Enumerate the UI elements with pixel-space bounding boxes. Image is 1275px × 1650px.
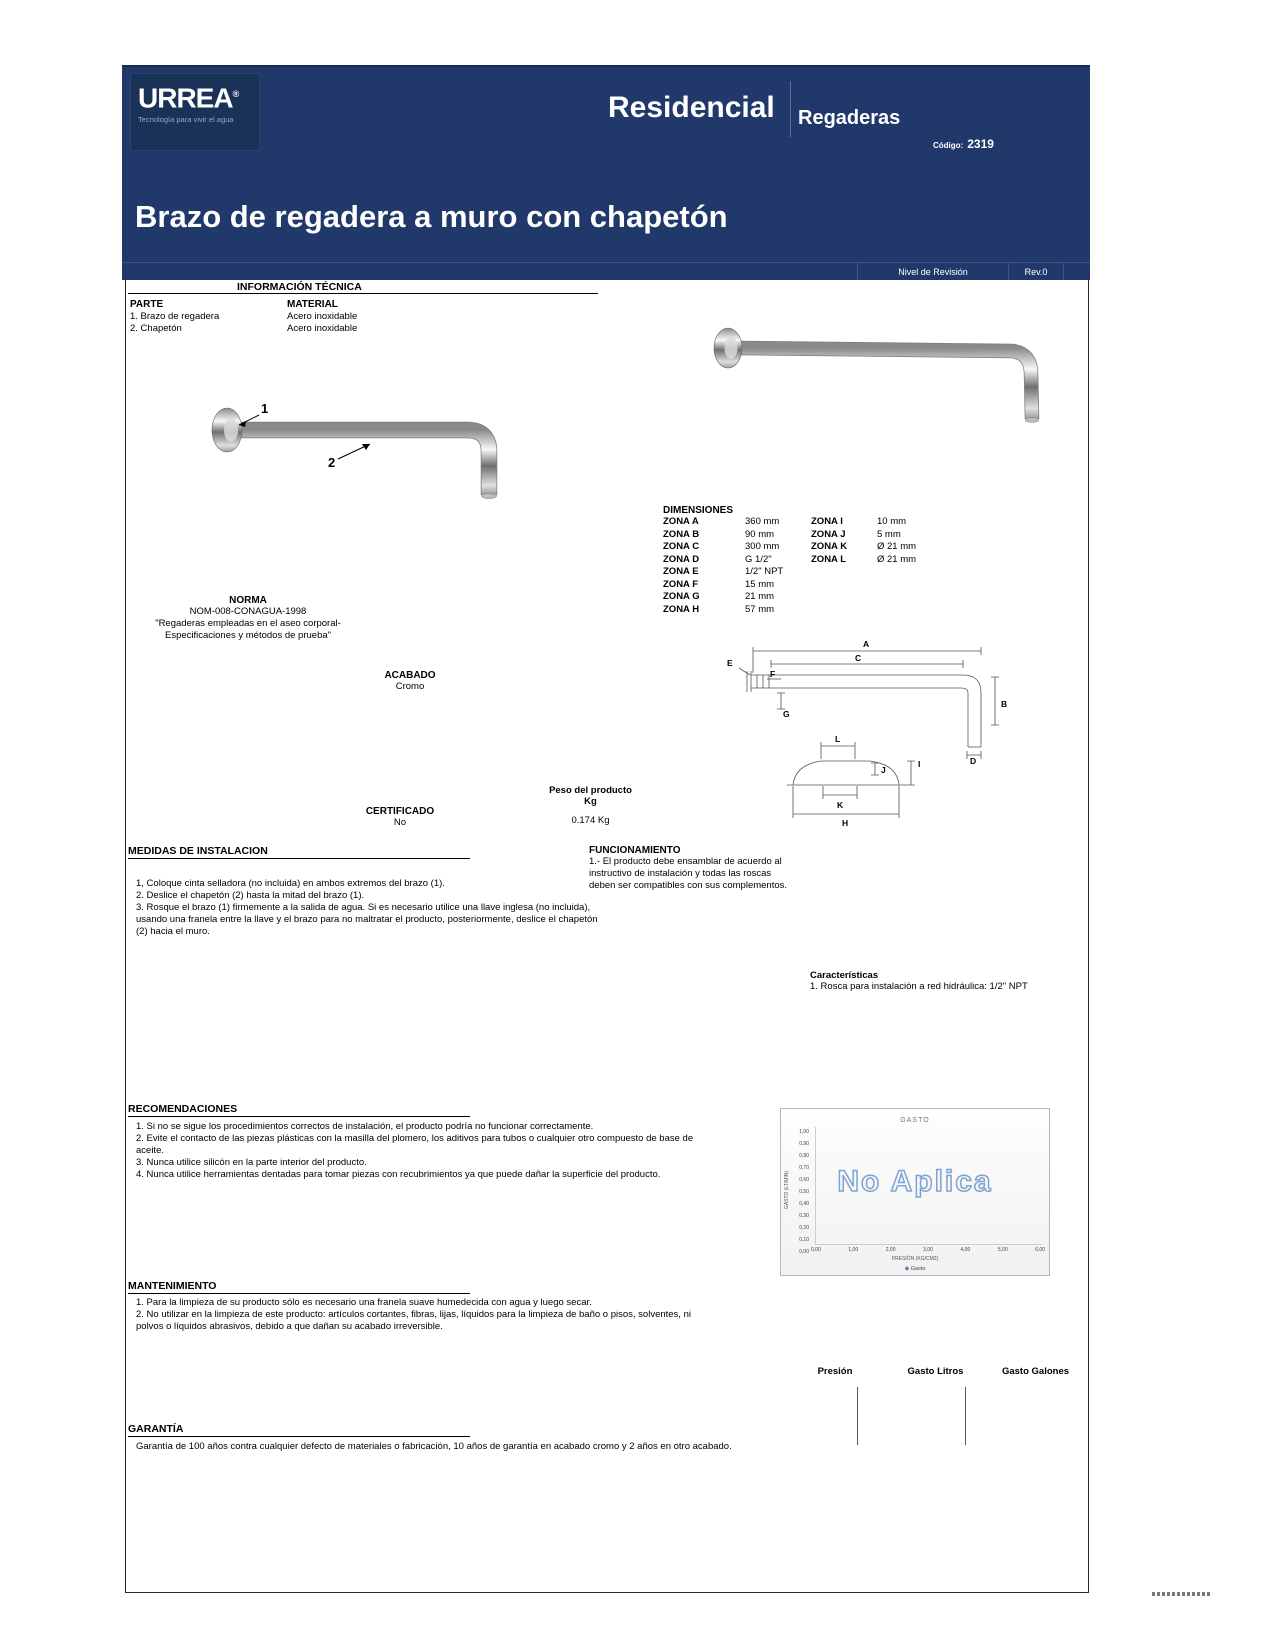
- chart-title: GASTO: [900, 1117, 930, 1124]
- dimension-row: [663, 604, 803, 617]
- dimension-row: [663, 579, 803, 592]
- chart-watermark: No Aplica: [837, 1165, 993, 1198]
- y-tick: 0,70: [799, 1165, 809, 1171]
- zone-value: Ø 21 mm: [877, 553, 917, 565]
- chart-x-axis-label: PRESIÓN (KG/CM2): [891, 1256, 939, 1262]
- peso-value: 0.174 Kg: [571, 815, 610, 826]
- recomendaciones-rule: [128, 1116, 470, 1117]
- category-title: Residencial: [608, 91, 775, 124]
- certificado-heading: CERTIFICADO: [365, 806, 435, 817]
- revision-label: Nivel de Revisión: [857, 263, 1008, 280]
- zone-value: 57 mm: [745, 603, 775, 615]
- subcategory-title: Regaderas: [798, 107, 901, 129]
- legend-entry: Gasto: [910, 1266, 926, 1272]
- product-code: [933, 135, 994, 153]
- y-tick: 0,60: [799, 1177, 809, 1183]
- medidas-rule: [128, 858, 470, 859]
- y-tick: 0,00: [799, 1249, 809, 1255]
- norma-code: NOM-008-CONAGUA-1998: [189, 606, 307, 617]
- recommendation-item: 1. Si no se sigue los procedimientos correctos de instalación, el producto podría no funcionar correctamente.: [136, 1121, 594, 1132]
- frame-right: [1088, 278, 1089, 1593]
- dimension-row: [811, 516, 947, 529]
- flow-col-gasto-litros: Gasto Litros: [907, 1366, 964, 1377]
- brand-tagline: Tecnología para vivir el agua: [138, 115, 234, 125]
- dim-letter-J: J: [881, 765, 886, 775]
- dim-letter-E: E: [727, 658, 733, 668]
- zone-label: ZONA L: [811, 553, 847, 565]
- norma-line2: Especificaciones y métodos de prueba": [164, 630, 332, 641]
- parts-table-body: [130, 311, 590, 335]
- maintenance-item: 1. Para la limpieza de su producto sólo es necesario una franela suave humedecida con agua y luego secar.: [136, 1297, 592, 1308]
- dim-letter-B: B: [1001, 699, 1008, 709]
- legend-marker-icon: ◆: [904, 1266, 910, 1272]
- recommendation-item: 2. Evite el contacto de las piezas plásticas con la masilla del plomero, los aditivos para tubos o cualquier otro compuesto de base de aceite.: [136, 1133, 694, 1156]
- instruction-step: 1, Coloque cinta selladora (no incluida) en ambos extremos del brazo (1).: [136, 878, 445, 889]
- maintenance-item: 2. No utilizar en la limpieza de este producto: artículos cortantes, fibras, lijas, líquidos para la limpieza de baño o pisos, solventes, ni polvos o líquidos abrasivos, debido a que dañan su acabado irreversible.: [136, 1309, 691, 1332]
- dimensions-block: [663, 505, 947, 616]
- dimensions-heading: DIMENSIONES: [663, 505, 734, 516]
- y-tick: 0,50: [799, 1189, 809, 1195]
- dimension-row: [663, 529, 803, 542]
- dimension-row: [663, 566, 803, 579]
- zone-label: ZONA J: [811, 528, 846, 540]
- zone-value: 10 mm: [877, 516, 907, 527]
- dimension-row: [663, 554, 803, 567]
- zone-value: 15 mm: [745, 578, 775, 590]
- zone-value: 5 mm: [877, 528, 901, 540]
- garantia-rule: [128, 1436, 470, 1437]
- part-label-2: 2: [328, 455, 336, 470]
- tech-info-heading: INFORMACIÓN TÉCNICA: [237, 281, 362, 293]
- x-tick: 2,00: [885, 1247, 896, 1253]
- garantia-text: Garantía de 100 años contra cualquier defecto de materiales o fabricación, 10 años de garantía en acabado cromo y 2 años en otro acabado.: [136, 1441, 732, 1452]
- zone-value: 21 mm: [745, 591, 775, 602]
- table-row: [130, 323, 590, 335]
- y-tick: 0,30: [799, 1213, 809, 1219]
- product-diagram-plain: [690, 320, 1060, 430]
- product-diagram-numbered: [175, 383, 545, 518]
- zone-label: ZONA G: [663, 591, 700, 602]
- zone-label: ZONA F: [663, 578, 699, 590]
- brand-name: URREA®: [138, 82, 239, 114]
- y-tick: 0,40: [799, 1201, 809, 1207]
- header-divider: [790, 81, 791, 137]
- parte-cell: 1. Brazo de regadera: [130, 311, 220, 322]
- dim-letter-G: G: [783, 709, 790, 719]
- zone-value: 90 mm: [745, 528, 775, 540]
- revision-spacer: [1063, 263, 1090, 280]
- chart-y-axis-label: GASTO (LT/MIN): [784, 1170, 790, 1210]
- norma-line1: "Regaderas empleadas en el aseo corporal-: [155, 618, 341, 629]
- x-tick: 5,00: [997, 1247, 1008, 1253]
- zone-label: ZONA I: [811, 516, 843, 527]
- funcionamiento-text: 1.- El producto debe ensamblar de acuerdo al instructivo de instalación y todas las roscas deben ser compatibles con sus complementos.: [589, 856, 788, 891]
- dim-letter-K: K: [837, 800, 844, 810]
- flow-divider-2: [965, 1387, 966, 1445]
- dimension-row: [663, 591, 803, 604]
- medidas-heading: MEDIDAS DE INSTALACION: [128, 845, 268, 857]
- chart-x-ticks: [811, 1247, 1045, 1253]
- dimension-row: [811, 541, 947, 554]
- parts-table: [130, 299, 590, 335]
- y-tick: 0,90: [799, 1141, 809, 1147]
- header: [122, 65, 1090, 280]
- flow-divider-1: [857, 1387, 858, 1445]
- flow-col-gasto-galones: Gasto Galones: [1001, 1366, 1070, 1377]
- caracteristicas-items: [810, 981, 1060, 993]
- frame-bottom: [125, 1592, 1089, 1593]
- medidas-steps: [136, 878, 606, 938]
- instruction-step: 3. Rosque el brazo (1) firmemente a la salida de agua. Si es necesario utilice una llave inglesa (no incluida), usando una franela entre la llave y el brazo para no maltratar el producto, posteriormente, deslice el chapetón (2) hacia el muro.: [136, 902, 598, 937]
- acabado-heading: ACABADO: [384, 670, 436, 681]
- recommendation-item: 3. Nunca utilice silicón en la parte interior del producto.: [136, 1157, 367, 1168]
- dimension-diagram-flange: [785, 733, 930, 828]
- brand-logo: [130, 73, 260, 151]
- dimension-row: [663, 516, 803, 529]
- dim-letter-F: F: [770, 669, 776, 679]
- parte-cell: 2. Chapetón: [130, 323, 182, 334]
- y-tick: 0,20: [799, 1225, 809, 1231]
- tech-info-rule: [128, 293, 598, 294]
- zone-value: Ø 21 mm: [877, 541, 917, 552]
- norma-heading: NORMA: [229, 595, 267, 606]
- page-title: Brazo de regadera a muro con chapetón: [135, 199, 728, 234]
- material-cell: Acero inoxidable: [287, 311, 358, 322]
- funcionamiento-heading: FUNCIONAMIENTO: [589, 845, 681, 856]
- y-tick: 0,80: [799, 1153, 809, 1159]
- certificado-block: [340, 806, 460, 829]
- certificado-value: No: [393, 817, 407, 828]
- x-tick: 1,00: [848, 1247, 859, 1253]
- zone-value: 300 mm: [745, 541, 780, 552]
- y-tick: 0,10: [799, 1237, 809, 1243]
- chart-legend: [781, 1265, 1049, 1272]
- zone-label: ZONA A: [663, 516, 699, 527]
- acabado-value: Cromo: [395, 681, 425, 692]
- dimensions-right: [811, 516, 947, 616]
- recomendaciones-items: [136, 1121, 696, 1181]
- caracteristicas-block: [810, 970, 1060, 993]
- caracteristicas-heading: Características: [810, 970, 879, 981]
- zone-value: 360 mm: [745, 516, 780, 527]
- zone-value: 1/2" NPT: [745, 566, 784, 577]
- x-tick: 4,00: [960, 1247, 971, 1253]
- dim-letter-L: L: [835, 734, 841, 744]
- code-value: 2319: [967, 137, 994, 151]
- zone-value: G 1/2": [745, 553, 772, 565]
- instruction-step: 2. Deslice el chapetón (2) hasta la mitad del brazo (1).: [136, 890, 365, 901]
- fineprint-marks: [1152, 1592, 1210, 1596]
- peso-block: [543, 785, 638, 827]
- revision-value: Rev.0: [1008, 263, 1063, 280]
- caracteristica-item: 1. Rosca para instalación a red hidráulica: 1/2" NPT: [810, 981, 1028, 992]
- norma-block: [128, 595, 368, 642]
- col-parte: PARTE: [130, 299, 164, 310]
- recomendaciones-heading: RECOMENDACIONES: [128, 1103, 238, 1115]
- flow-col-presion: Presión: [817, 1366, 853, 1377]
- material-cell: Acero inoxidable: [287, 323, 358, 334]
- zone-label: ZONA E: [663, 566, 699, 577]
- col-material: MATERIAL: [287, 299, 338, 310]
- y-tick: 1,00: [799, 1129, 809, 1135]
- x-tick: 0,00: [811, 1247, 821, 1253]
- garantia-heading: GARANTÍA: [128, 1423, 184, 1435]
- zone-label: ZONA B: [663, 528, 700, 540]
- dim-letter-D: D: [970, 756, 977, 765]
- table-row: [130, 311, 590, 323]
- zone-label: ZONA C: [663, 541, 700, 552]
- frame-left: [125, 278, 126, 1593]
- dimension-row: [663, 541, 803, 554]
- zone-label: ZONA D: [663, 553, 700, 565]
- acabado-block: [355, 670, 465, 693]
- x-tick: 6,00: [1035, 1247, 1045, 1253]
- part-label-1: 1: [261, 401, 269, 416]
- funcionamiento-block: [589, 845, 794, 892]
- dimensions-left: [663, 516, 803, 616]
- gasto-chart: [780, 1108, 1050, 1276]
- dimension-row: [811, 529, 947, 542]
- zone-label: ZONA H: [663, 603, 700, 615]
- code-label: Código:: [933, 141, 964, 150]
- mantenimiento-heading: MANTENIMIENTO: [128, 1280, 217, 1292]
- mantenimiento-items: [136, 1297, 716, 1333]
- parts-table-header: [130, 299, 590, 311]
- recommendation-item: 4. Nunca utilice herramientas dentadas para tomar piezas con recubrimientos ya que puede dañar la superficie del producto.: [136, 1169, 661, 1180]
- zone-label: ZONA K: [811, 541, 848, 552]
- dim-letter-H: H: [842, 818, 849, 828]
- dim-letter-C: C: [855, 653, 862, 663]
- peso-heading: Peso del producto Kg: [549, 785, 632, 807]
- dim-letter-I: I: [918, 759, 921, 769]
- mantenimiento-rule: [128, 1293, 470, 1294]
- dimension-row: [811, 554, 947, 567]
- x-tick: 3,00: [923, 1247, 933, 1253]
- dim-letter-A: A: [863, 639, 870, 649]
- revision-strip: [122, 262, 1090, 280]
